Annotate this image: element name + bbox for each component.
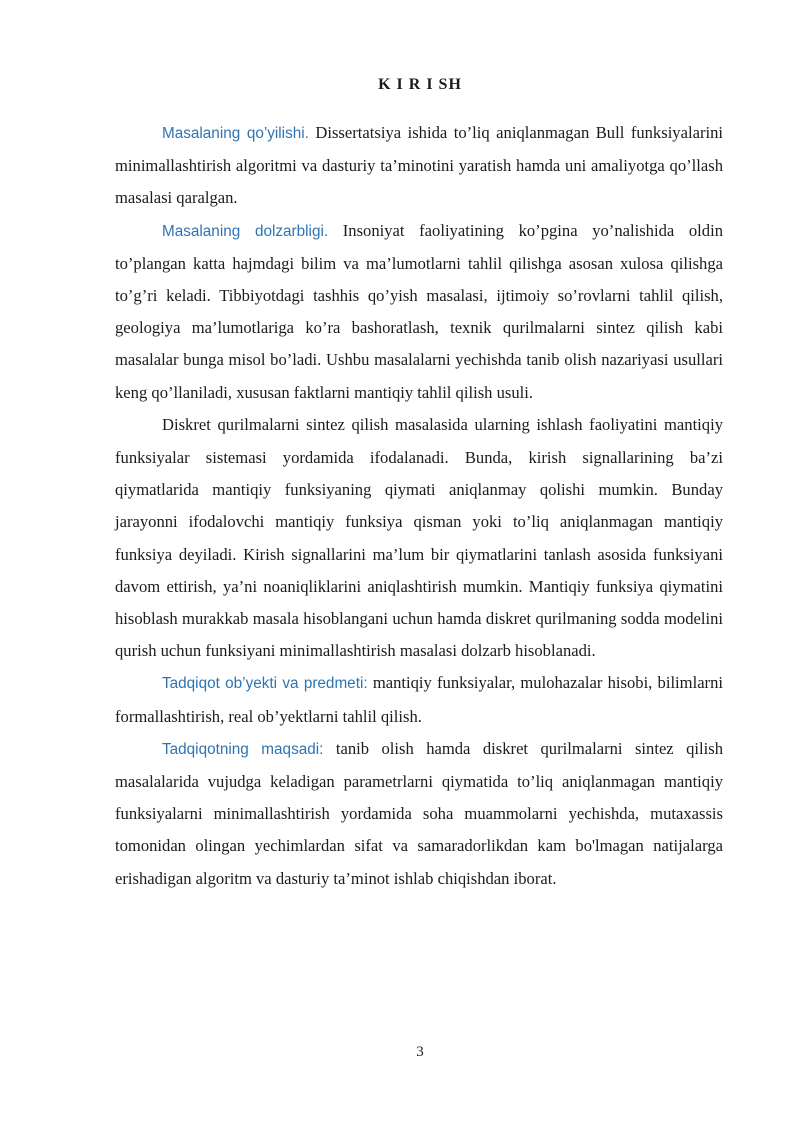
paragraph-text: Dissertatsiya ishida to’liq aniqlanmagan Bull funksiyalarini minimallashtirish algoritmi va dasturiy ta’minotini yaratish hamda uni amaliyotga qo’llash masalasi qaralgan. — [115, 123, 723, 208]
paragraph-lead: Masalaning qo’yilishi. — [162, 125, 309, 142]
paragraph-research-goal — [115, 733, 723, 895]
paragraph-text: Diskret qurilmalarni sintez qilish masalasida ularning ishlash faoliyatini mantiqiy funksiyalar sistemasi yordamida ifodalanadi. Bunda, kirish signallarining ba’zi qiymatlarida mantiqiy funksiyaning qiymati aniqlanmay qolishi mumkin. Bunday jarayonni ifodalovchi mantiqiy funksiya qisman yoki to’liq aniqlanmagan mantiqiy funksiya deyiladi. Kirish signallarini ma’lum bir qiymatlarini tanlash asosida funksiyani davom ettirish, ya’ni noaniqliklarini aniqlashtirish mumkin. Mantiqiy funksiya qiymatini hisoblash murakkab masala hisoblangani uchun hamda diskret qurilmaning sodda modelini qurish uchun funksiyani minimallashtirish masalasi dolzarb hisoblanadi. — [115, 414, 723, 661]
paragraph-relevance — [115, 215, 723, 409]
paragraph-problem-statement — [115, 117, 723, 215]
paragraph-text: Insoniyat faoliyatining ko’pgina yo’nalishida oldin to’plangan katta hajmdagi bilim va ma’lumotlarni tahlil qilishga asosan xulosa qilishga to’g’ri keladi. Tibbiyotdagi tashhis qo’yish masalasi, ijtimoiy so’rovlarni tahlil qilish, geologiya ma’lumotlariga ko’ra bashoratlash, texnik qurilmalarni sintez qilish kabi masalalar bunga misol bo’ladi. Ushbu masalalarni yechishda tanib olish nazariyasi usullari keng qo’llaniladi, xususan faktlarni mantiqiy tahlil qilish usuli. — [115, 220, 723, 402]
paragraph-discrete-devices — [115, 409, 723, 668]
paragraph-lead: Tadqiqot ob’yekti va predmeti: — [162, 675, 368, 693]
paragraph-lead: Tadqiqotning maqsadi: — [162, 740, 324, 758]
document-body — [115, 117, 723, 895]
paragraph-text: mantiqiy funksiyalar, mulohazalar hisobi, bilimlarni formallashtirish, real ob’yektlarni tahlil qilish. — [115, 673, 723, 726]
page-number: 3 — [416, 1044, 424, 1060]
paragraph-lead: Masalaning dolzarbligi. — [162, 222, 329, 240]
paragraph-text: tanib olish hamda diskret qurilmalarni sintez qilish masalalarida vujudga keladigan parametrlarni qiymatida to’liq aniqlanmagan mantiqiy funksiyalarni minimallashtirish yordamida soha muammolarni yechishda, mutaxassis tomonidan olingan yechimlardan sifat va samaradorlikdan kam bo'lmagan natijalarga erishadigan algoritm va dasturiy ta’minot ishlab chiqishdan iborat. — [115, 738, 724, 888]
page-title: K I R I SH — [378, 76, 462, 93]
paragraph-research-object — [115, 667, 723, 732]
